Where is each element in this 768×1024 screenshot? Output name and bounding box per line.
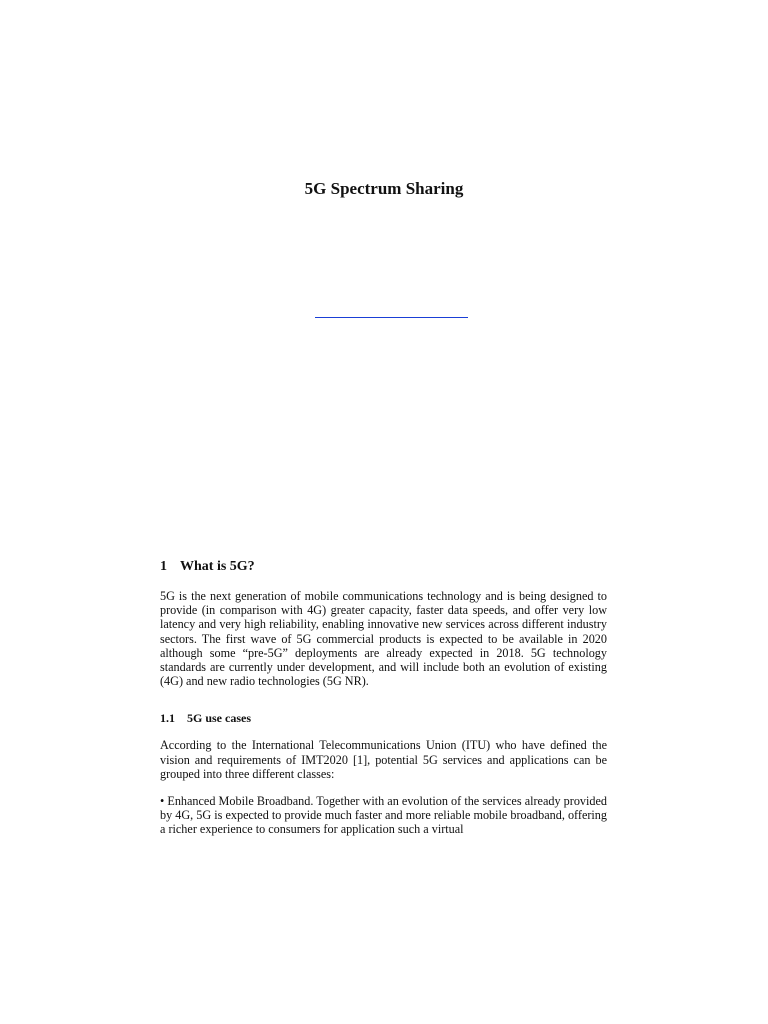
section-paragraph: 5G is the next generation of mobile communications technology and is being designed to provide (in comparison with 4G) greater capacity, faster data speeds, and offer very low latency and very high reliability, enabling innovative new services across different industry sectors. The first wave of 5G commercial products is expected to be available in 2020 although some “pre-5G” deployments are already expected in 2018. 5G technology standards are currently under development, and will include both an evolution of existing (4G) and new radio technologies (5G NR). bbox=[160, 589, 607, 689]
section-heading bbox=[160, 558, 607, 576]
document-title: 5G Spectrum Sharing bbox=[304, 179, 464, 198]
section-title: What is 5G? bbox=[180, 559, 255, 574]
bullet-paragraph: • Enhanced Mobile Broadband. Together with an evolution of the services already provided by 4G, 5G is expected to provide much faster and more reliable mobile broadband, offering a richer experience to consumers for application such a virtual bbox=[160, 794, 607, 837]
subsection-number: 1.1 bbox=[160, 711, 175, 726]
subsection-title: 5G use cases bbox=[187, 711, 251, 726]
hyperlink-underline[interactable] bbox=[315, 317, 468, 318]
subsection-paragraph: According to the International Telecommunications Union (ITU) who have defined the vision and requirements of IMT2020 [1], potential 5G services and applications can be grouped into three different classes: bbox=[160, 738, 607, 781]
subsection-heading bbox=[160, 710, 607, 726]
section-number: 1 bbox=[160, 559, 167, 574]
document-body bbox=[160, 558, 607, 837]
